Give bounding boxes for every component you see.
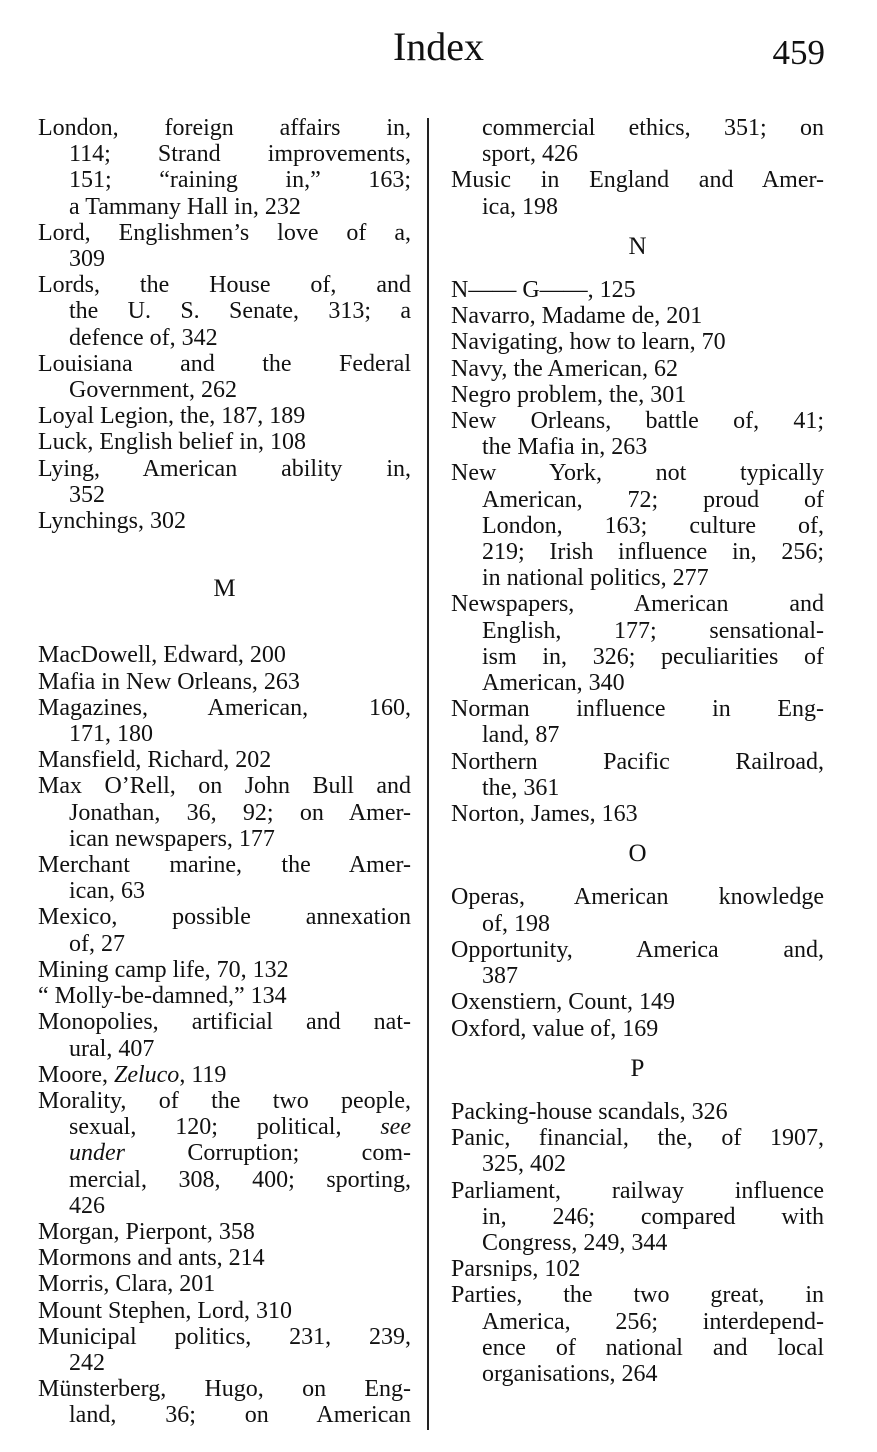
index-entry [38, 1271, 411, 1297]
entry-text: Max O’Rell, on John Bull and [38, 773, 411, 800]
entry-text: N—— G——, 125 [451, 277, 636, 304]
index-entry [38, 695, 411, 747]
entry-text: Northern Pacific Railroad, [451, 748, 824, 775]
index-entry-line [451, 1309, 824, 1335]
entry-text: Newspapers, American and [451, 591, 824, 618]
index-entry [451, 591, 824, 696]
index-entry [451, 1178, 824, 1257]
index-entry [451, 1282, 824, 1387]
index-entry-line [38, 773, 411, 799]
index-entry [38, 669, 411, 695]
index-entry-line [38, 272, 411, 298]
index-entry-line [451, 884, 824, 910]
index-entry [451, 382, 824, 408]
entry-text: Lord, Englishmen’s love of a, [38, 219, 411, 246]
index-entry [38, 642, 411, 668]
entry-text: a Tammany Hall in, 232 [69, 193, 301, 220]
entry-text: America, 256; interdepend- [482, 1308, 824, 1335]
entry-text: Monopolies, artificial and nat- [38, 1009, 411, 1036]
index-entry-line [38, 747, 411, 773]
index-entry [451, 115, 824, 167]
entry-text: Norman influence in Eng- [451, 696, 824, 723]
section-heading: O [628, 840, 647, 868]
index-entry [38, 1298, 411, 1324]
entry-text: Mount Stephen, Lord, 310 [38, 1297, 292, 1324]
index-entry-line [451, 1230, 824, 1256]
index-entry [451, 303, 824, 329]
entry-text: “ Molly-be-damned,” 134 [38, 983, 287, 1010]
entry-text: Navy, the American, 62 [451, 355, 679, 382]
entry-text: the U. S. Senate, 313; a [69, 298, 411, 325]
entry-text: commercial ethics, 351; on [482, 115, 824, 141]
index-entry-line [38, 377, 411, 403]
index-entry-line [451, 115, 824, 141]
index-entry [451, 1016, 824, 1042]
entry-text: 242 [69, 1349, 105, 1376]
entry-text: 309 [69, 246, 105, 273]
index-entry [451, 277, 824, 303]
entry-italic-text: under [69, 1140, 125, 1167]
entry-text: Lynchings, 302 [38, 508, 186, 535]
index-entry-line [451, 539, 824, 565]
entry-text: New Orleans, battle of, 41; [451, 408, 824, 435]
entry-text: Music in England and Amer- [451, 167, 824, 194]
entry-text: Opportunity, America and, [451, 936, 824, 963]
index-entry-line [38, 456, 411, 482]
index-entry [451, 460, 824, 591]
index-entry-line [451, 382, 824, 408]
entry-text: Mafia in New Orleans, 263 [38, 668, 300, 695]
index-column-left [38, 115, 411, 1429]
index-entry [38, 115, 411, 220]
index-entry [451, 167, 824, 219]
index-entry-line [38, 194, 411, 220]
index-entry-line [38, 695, 411, 721]
section-heading: N [628, 232, 647, 260]
index-column-right [451, 115, 824, 1387]
index-entry [451, 408, 824, 460]
entry-text: of, 198 [482, 910, 550, 937]
index-entry [38, 429, 411, 455]
index-entry-line [451, 487, 824, 513]
index-entry-line [451, 194, 824, 220]
entry-text: Parliament, railway influence [451, 1177, 824, 1204]
index-entry-line [38, 246, 411, 272]
entry-text: ican, 63 [69, 878, 145, 905]
page-title: Index [392, 24, 485, 69]
page-number: 459 [772, 33, 825, 72]
index-entry-line [451, 801, 824, 827]
entry-text: of, 27 [69, 930, 125, 957]
entry-text: Panic, financial, the, of 1907, [451, 1125, 824, 1152]
index-entry-line [38, 1219, 411, 1245]
entry-italic-text: Zeluco [113, 1061, 180, 1088]
index-entry-line [451, 1282, 824, 1308]
index-entry-line [38, 1193, 411, 1219]
entry-text: Congress, 249, 344 [482, 1229, 668, 1256]
entry-text: defence of, 342 [69, 324, 218, 351]
entry-text: the, 361 [482, 774, 560, 801]
index-entry-line [38, 1324, 411, 1350]
index-entry-line [38, 1350, 411, 1376]
index-entry [451, 356, 824, 382]
index-entry [38, 403, 411, 429]
index-entry [38, 1376, 411, 1428]
entry-text: Norton, James, 163 [451, 801, 638, 828]
index-entry [38, 1245, 411, 1271]
index-entry-line [451, 565, 824, 591]
entry-text: Packing-house scandals, 326 [451, 1098, 728, 1125]
index-entry-line [451, 670, 824, 696]
entry-text: Münsterberg, Hugo, on Eng- [38, 1376, 411, 1403]
index-entry-line [38, 721, 411, 747]
index-entry-line [451, 937, 824, 963]
entry-text: English, 177; sensational- [482, 617, 824, 644]
entry-text: organisations, 264 [482, 1360, 658, 1387]
index-entry-line [38, 1271, 411, 1297]
index-entry-line [38, 1114, 411, 1140]
entry-text: sexual, 120; political, [69, 1114, 381, 1141]
entry-text: land, 87 [482, 722, 560, 749]
entry-text: Morris, Clara, 201 [38, 1271, 216, 1298]
index-entry-line [451, 644, 824, 670]
entry-text: Government, 262 [69, 377, 237, 404]
index-entry-line [38, 983, 411, 1009]
index-entry-line [38, 1088, 411, 1114]
index-entry-line [38, 403, 411, 429]
index-entry [451, 749, 824, 801]
index-entry-line [38, 1036, 411, 1062]
index-entry [451, 801, 824, 827]
index-entry [38, 1219, 411, 1245]
index-entry-line [38, 1140, 411, 1166]
index-entry [38, 904, 411, 956]
index-entry-line [451, 775, 824, 801]
index-entry-line [451, 618, 824, 644]
index-entry-line [451, 1178, 824, 1204]
index-entry-line [38, 669, 411, 695]
index-entry [451, 1099, 824, 1125]
entry-text: 426 [69, 1192, 105, 1219]
index-entry-line [451, 1335, 824, 1361]
entry-text: 387 [482, 963, 518, 990]
index-entry-line [38, 325, 411, 351]
index-entry [451, 696, 824, 748]
index-entry [451, 329, 824, 355]
index-entry-line [451, 460, 824, 486]
index-entry [451, 884, 824, 936]
entry-text: ica, 198 [482, 193, 558, 220]
entry-text: 171, 180 [69, 721, 153, 748]
index-entry-line [451, 1256, 824, 1282]
index-entry-line [451, 277, 824, 303]
entry-text: land, 36; on American [69, 1402, 411, 1429]
entry-text: MacDowell, Edward, 200 [38, 642, 286, 669]
entry-text: Corruption; com- [125, 1140, 411, 1167]
index-entry-line [38, 1298, 411, 1324]
entry-text: Navarro, Madame de, 201 [451, 303, 703, 330]
index-entry-line [38, 800, 411, 826]
index-entry-line [451, 722, 824, 748]
entry-text: 151; “raining in,” 163; [69, 167, 411, 194]
entry-text: New York, not typically [451, 460, 824, 487]
index-entry [38, 508, 411, 534]
index-entry-line [38, 167, 411, 193]
index-entry [38, 747, 411, 773]
index-entry-line [38, 826, 411, 852]
index-entry-line [451, 434, 824, 460]
index-entry-line [451, 329, 824, 355]
entry-text: mercial, 308, 400; sporting, [69, 1166, 411, 1193]
index-entry [38, 220, 411, 272]
entry-text: 219; Irish influence in, 256; [482, 539, 824, 566]
entry-text: Mexico, possible annexation [38, 904, 411, 931]
entry-text: American, 340 [482, 670, 625, 697]
index-entry [451, 1256, 824, 1282]
index-entry-line [451, 749, 824, 775]
entry-text: Luck, English belief in, 108 [38, 429, 306, 456]
index-entry [38, 773, 411, 852]
entry-text: London, 163; culture of, [482, 512, 824, 539]
index-entry [451, 989, 824, 1015]
index-entry-line [451, 963, 824, 989]
index-entry-line [451, 989, 824, 1015]
index-entry-line [451, 591, 824, 617]
index-entry-line [38, 220, 411, 246]
entry-italic-text: see [380, 1114, 411, 1141]
index-entry-line [451, 1016, 824, 1042]
index-entry-line [38, 115, 411, 141]
entry-text: Mansfield, Richard, 202 [38, 747, 272, 774]
index-entry-line [451, 1099, 824, 1125]
entry-text: Jonathan, 36, 92; on Amer- [69, 799, 411, 826]
entry-text: Magazines, American, 160, [38, 694, 411, 721]
entry-text: Navigating, how to learn, 70 [451, 329, 726, 356]
index-entry-line [451, 1151, 824, 1177]
index-entry-line [38, 508, 411, 534]
entry-text: Municipal politics, 231, 239, [38, 1323, 411, 1350]
index-entry-line [451, 696, 824, 722]
index-entry-line [38, 1376, 411, 1402]
column-divider [427, 118, 429, 1430]
entry-text: American, 72; proud of [482, 486, 824, 513]
index-entry [38, 1009, 411, 1061]
entry-text: Parsnips, 102 [451, 1256, 581, 1283]
entry-text: Oxford, value of, 169 [451, 1015, 659, 1042]
index-entry [38, 351, 411, 403]
index-entry-line [451, 303, 824, 329]
entry-text: in, 246; compared with [482, 1203, 824, 1230]
entry-text: Moore, [38, 1061, 114, 1088]
entry-text: ence of national and local [482, 1334, 824, 1361]
index-entry-line [451, 513, 824, 539]
index-entry-line [38, 931, 411, 957]
entry-text: 325, 402 [482, 1151, 566, 1178]
entry-text: Lords, the House of, and [38, 272, 411, 299]
section-heading: M [213, 575, 236, 603]
index-entry [38, 456, 411, 508]
index-entry-line [451, 1125, 824, 1151]
index-entry-line [451, 141, 824, 167]
entry-text: Operas, American knowledge [451, 884, 824, 911]
index-entry [38, 1324, 411, 1376]
index-entry-line [451, 1361, 824, 1387]
entry-text: 352 [69, 481, 105, 508]
index-entry-line [451, 1204, 824, 1230]
index-entry [38, 272, 411, 351]
index-entry [38, 957, 411, 983]
index-entry-line [38, 141, 411, 167]
index-entry-line [38, 1402, 411, 1428]
entry-text: Lying, American ability in, [38, 455, 411, 482]
index-entry-line [38, 482, 411, 508]
entry-text: ural, 407 [69, 1035, 155, 1062]
section-heading: P [630, 1054, 645, 1082]
index-entry [38, 1088, 411, 1219]
index-entry-line [38, 957, 411, 983]
index-entry-line [451, 911, 824, 937]
index-entry [451, 1125, 824, 1177]
index-entry-line [38, 878, 411, 904]
index-entry-line [38, 351, 411, 377]
index-entry-line [38, 1062, 411, 1088]
entry-text: Louisiana and the Federal [38, 350, 411, 377]
index-entry [451, 937, 824, 989]
entry-text: sport, 426 [482, 141, 578, 168]
entry-text: the Mafia in, 263 [482, 434, 648, 461]
entry-text: ican newspapers, 177 [69, 825, 275, 852]
index-entry-line [38, 298, 411, 324]
entry-text: Merchant marine, the Amer- [38, 852, 411, 879]
entry-text: Parties, the two great, in [451, 1282, 824, 1309]
entry-text: Mormons and ants, 214 [38, 1245, 265, 1272]
entry-text: in national politics, 277 [482, 565, 709, 592]
entry-text: , 119 [179, 1061, 227, 1088]
entry-text: Negro problem, the, 301 [451, 381, 687, 408]
index-entry-line [451, 356, 824, 382]
entry-text: Oxenstiern, Count, 149 [451, 989, 675, 1016]
index-entry-line [38, 429, 411, 455]
entry-text: Morality, of the two people, [38, 1087, 411, 1114]
index-entry-line [38, 852, 411, 878]
entry-text: Mining camp life, 70, 132 [38, 956, 289, 983]
entry-text: Loyal Legion, the, 187, 189 [38, 403, 306, 430]
index-entry-line [38, 1245, 411, 1271]
entry-text: London, foreign affairs in, [38, 115, 411, 141]
entry-text: Morgan, Pierpont, 358 [38, 1218, 255, 1245]
index-entry-line [451, 408, 824, 434]
index-entry [38, 852, 411, 904]
index-entry-line [38, 1009, 411, 1035]
index-entry-line [38, 904, 411, 930]
entry-text: ism in, 326; peculiarities of [482, 643, 824, 670]
index-entry-line [451, 167, 824, 193]
index-entry-line [38, 642, 411, 668]
index-entry [38, 983, 411, 1009]
index-entry-line [38, 1167, 411, 1193]
entry-text: 114; Strand improvements, [69, 141, 411, 168]
index-entry [38, 1062, 411, 1088]
